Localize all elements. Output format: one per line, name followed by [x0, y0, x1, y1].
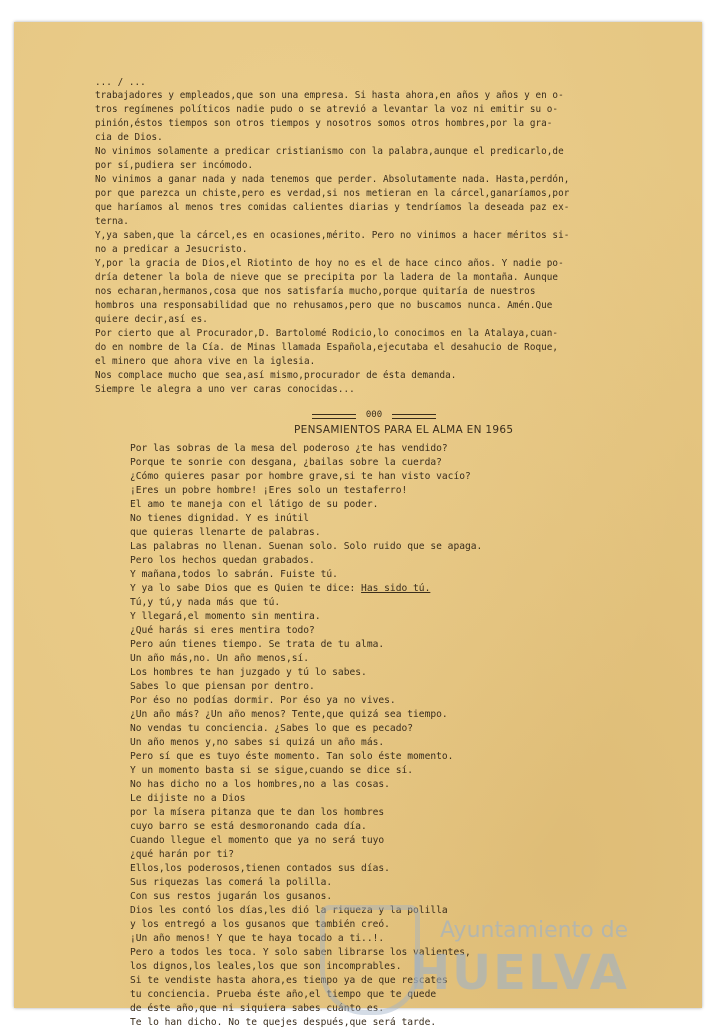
poem-line: El amo te maneja con el látigo de su poder. — [130, 499, 379, 510]
text-line: Nos complace mucho que sea,así mismo,procurador de ésta demanda. — [95, 370, 457, 381]
poem-line: Te lo han dicho. No te quejes después,que será tarde. — [130, 1017, 437, 1028]
poem-line: por la mísera pitanza que te dan los hombres — [130, 807, 385, 818]
section-title: PENSAMIENTOS PARA EL ALMA EN 1965 — [294, 424, 514, 436]
poem-line: ¿Un año más? ¿Un año menos? Tente,que quizá sea tiempo. — [130, 709, 448, 720]
divider-mark: 000 — [365, 410, 383, 420]
text-line: por que parezca un chiste,pero es verdad,si nos metieran en la cárcel,ganaríamos,por — [95, 188, 570, 199]
poem-line: Sus riquezas las comerá la polilla. — [130, 877, 333, 888]
divider-rule-right — [392, 414, 436, 419]
text-line: dría detener la bola de nieve que se precipita por la ladera de la montaña. Aunque — [95, 272, 559, 283]
poem-line: ¡Eres un pobre hombre! ¡Eres solo un testaferro! — [130, 485, 408, 496]
text-line: el minero que ahora vive en la iglesia. — [95, 356, 316, 367]
poem-line: los dignos,los leales,los que son incomprables. — [130, 961, 402, 972]
poem-line: Un año menos y,no sabes si quizá un año más. — [130, 737, 385, 748]
poem-line: Cuando llegue el momento que ya no será tuyo — [130, 835, 385, 846]
continuation-mark: ... / ... — [95, 77, 146, 88]
poem-line: Porque te sonrie con desgana, ¿bailas sobre la cuerda? — [130, 457, 442, 468]
poem-line: Si te vendiste hasta ahora,es tiempo ya de que rescates — [130, 975, 448, 986]
poem-line: Le dijiste no a Dios — [130, 793, 246, 804]
text-line: nos echaran,hermanos,cosa que nos satisfaría mucho,porque quitaría de nuestros — [95, 286, 536, 297]
poem-line: Sabes lo que piensan por dentro. — [130, 681, 315, 692]
text-line: Siempre le alegra a uno ver caras conocidas... — [95, 384, 355, 395]
poem-line: Pero sí que es tuyo éste momento. Tan solo éste momento. — [130, 751, 454, 762]
poem-line: Y mañana,todos lo sabrán. Fuiste tú. — [130, 569, 338, 580]
poem-line: Pero los hechos quedan grabados. — [130, 555, 315, 566]
watermark-line-1: Ayuntamiento de — [440, 918, 629, 943]
text-line: que haríamos al menos tres comidas calientes diarias y tendríamos la deseada paz ex- — [95, 202, 570, 213]
text-line: Y,por la gracia de Dios,el Riotinto de hoy no es el de hace cinco años. Y nadie po- — [95, 258, 564, 269]
text-line: cia de Dios. — [95, 132, 163, 143]
poem-line: No tienes dignidad. Y es inútil — [130, 513, 310, 524]
text-line: quiere decir,así es. — [95, 314, 208, 325]
poem-line: Y un momento basta si se sigue,cuando se dice sí. — [130, 765, 414, 776]
poem-line-text: Y ya lo sabe Dios que es Quien te dice: — [130, 583, 362, 594]
poem-line: Los hombres te han juzgado y tú lo sabes. — [130, 667, 367, 678]
text-line: do en nombre de la Cía. de Minas llamada Española,ejecutaba el desahucio de Roque, — [95, 342, 559, 353]
text-line: por sí,pudiera ser incómodo. — [95, 160, 254, 171]
poem-line: Tú,y tú,y nada más que tú. — [130, 597, 281, 608]
poem-line: Dios les contó los días,les dió la riqueza y la polilla — [130, 905, 448, 916]
poem-line: ¿Qué harás si eres mentira todo? — [130, 625, 315, 636]
watermark-line-2: HUELVA — [410, 945, 629, 1001]
text-line: No vinimos solamente a predicar cristianismo con la palabra,aunque el predicarlo,de — [95, 146, 564, 157]
poem-line: No vendas tu conciencia. ¿Sabes lo que es pecado? — [130, 723, 414, 734]
text-line: Y,ya saben,que la cárcel,es en ocasiones,mérito. Pero no vinimos a hacer méritos si- — [95, 230, 570, 241]
poem-line: ¡Un año menos! Y que te haya tocado a ti..!. — [130, 933, 385, 944]
poem-line: Por éso no podías dormir. Por éso ya no vives. — [130, 695, 396, 706]
poem-line-with-underline — [130, 582, 430, 596]
poem-line: Pero a todos les toca. Y solo saben librarse los valientes, — [130, 947, 471, 958]
text-line: trabajadores y empleados,que son una empresa. Si hasta ahora,en años y años y en o- — [95, 90, 564, 101]
divider-rule-left — [312, 414, 356, 419]
poem-line: que quieras llenarte de palabras. — [130, 527, 321, 538]
poem-line: cuyo barro se está desmoronando cada día. — [130, 821, 367, 832]
poem-line: Ellos,los poderosos,tienen contados sus días. — [130, 863, 390, 874]
poem-line: tu conciencia. Prueba éste año,el tiempo que te quede — [130, 989, 437, 1000]
text-line: No vinimos a ganar nada y nada tenemos que perder. Absolutamente nada. Hasta,perdón, — [95, 174, 570, 185]
section-divider — [312, 410, 436, 420]
watermark-seal-icon — [320, 905, 420, 1015]
poem-line: Y llegará,el momento sin mentira. — [130, 611, 321, 622]
document-page — [14, 22, 702, 1028]
poem-line: y los entregó a los gusanos que también creó. — [130, 919, 390, 930]
poem-line: Las palabras no llenan. Suenan solo. Solo ruido que se apaga. — [130, 541, 483, 552]
text-line: tros regímenes políticos nadie pudo o se atrevió a levantar la voz ni emitir su o- — [95, 104, 559, 115]
poem-line: Por las sobras de la mesa del poderoso ¿te has vendido? — [130, 443, 448, 454]
underlined-phrase: Has sido tú. — [361, 583, 431, 594]
text-line: Por cierto que al Procurador,D. Bartolomé Rodicio,lo conocimos en la Atalaya,cuan- — [95, 328, 559, 339]
poem-line: Pero aún tienes tiempo. Se trata de tu alma. — [130, 639, 385, 650]
poem-line: ¿Cómo quieres pasar por hombre grave,si te han visto vacío? — [130, 471, 471, 482]
poem-line: No has dicho no a los hombres,no a las cosas. — [130, 779, 390, 790]
text-line: pinión,éstos tiempos son otros tiempos y nosotros somos otros hombres,por la gra- — [95, 118, 553, 129]
poem-line: Con sus restos jugarán los gusanos. — [130, 891, 333, 902]
text-line: no a predicar a Jesucristo. — [95, 244, 248, 255]
poem-line: Un año más,no. Un año menos,sí. — [130, 653, 310, 664]
poem-line: ¿qué harán por ti? — [130, 849, 234, 860]
text-line: hombros una responsabilidad que no rehusamos,pero que no buscamos nunca. Amén.Que — [95, 300, 553, 311]
text-line: terna. — [95, 216, 129, 227]
poem-line: de éste año,que ni siquiera sabes cuánto es. — [130, 1003, 385, 1014]
